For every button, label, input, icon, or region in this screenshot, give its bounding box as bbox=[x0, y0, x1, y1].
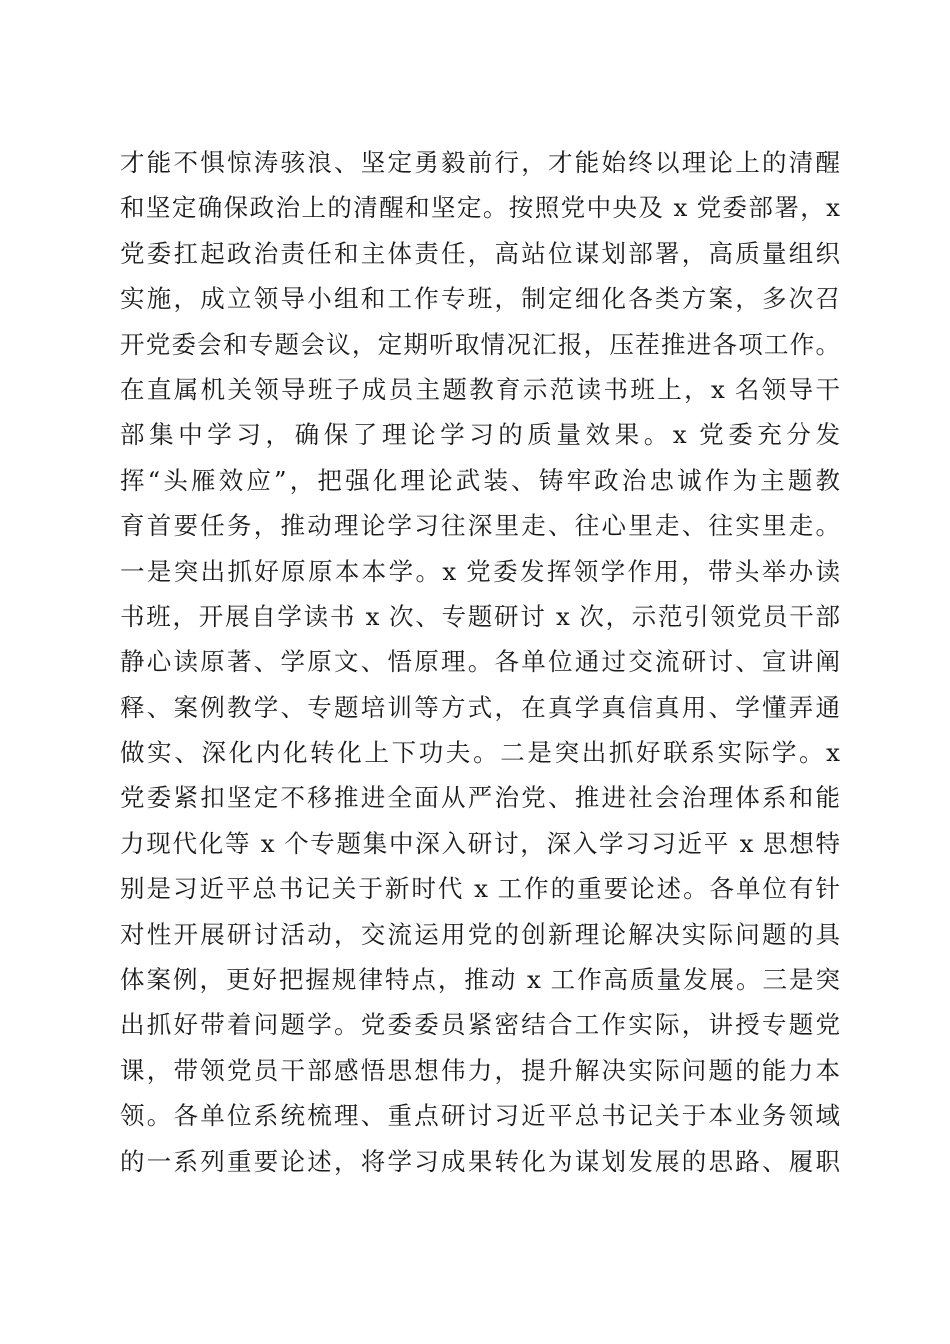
text-line: 才能不惧惊涛骇浪、坚定勇毅前行，才能始终以理论上的清醒 bbox=[120, 148, 840, 177]
text-line: 党委扛起政治责任和主体责任，高站位谋划部署，高质量组织 bbox=[120, 238, 840, 268]
text-line: 领。各单位系统梳理、重点研讨习近平总书记关于本业务领域 bbox=[120, 1101, 840, 1131]
text-line: 静心读原著、学原文、悟原理。各单位通过交流研讨、宣讲阐 bbox=[120, 647, 840, 677]
text-line: 体案例，更好把握规律特点，推动 x 工作高质量发展。三是突 bbox=[120, 965, 840, 995]
text-line: 党委紧扣坚定不移推进全面从严治党、推进社会治理体系和能 bbox=[120, 783, 840, 813]
text-line: 实施，成立领导小组和工作专班，制定细化各类方案，多次召 bbox=[120, 284, 840, 314]
text-line: 释、案例教学、专题培训等方式，在真学真信真用、学懂弄通 bbox=[120, 692, 840, 722]
text-line: 别是习近平总书记关于新时代 x 工作的重要论述。各单位有针 bbox=[120, 874, 840, 904]
text-line: 力现代化等 x 个专题集中深入研讨，深入学习习近平 x 思想特 bbox=[120, 828, 840, 858]
text-line: 和坚定确保政治上的清醒和坚定。按照党中央及 x 党委部署，x bbox=[120, 193, 840, 223]
text-line: 挥“头雁效应”，把强化理论武装、铸牢政治忠诚作为主题教 bbox=[120, 465, 840, 495]
text-line: 做实、深化内化转化上下功夫。二是突出抓好联系实际学。x bbox=[120, 738, 840, 768]
body-paragraph bbox=[120, 140, 840, 1184]
text-line: 部集中学习，确保了理论学习的质量效果。x 党委充分发 bbox=[120, 420, 840, 450]
text-line: 一是突出抓好原原本本学。x 党委发挥领学作用，带头举办读 bbox=[120, 556, 840, 586]
text-line: 出抓好带着问题学。党委委员紧密结合工作实际，讲授专题党 bbox=[120, 1010, 840, 1040]
text-line: 在直属机关领导班子成员主题教育示范读书班上，x 名领导干 bbox=[120, 374, 840, 404]
text-line: 开党委会和专题会议，定期听取情况汇报，压茬推进各项工作。 bbox=[120, 329, 840, 359]
text-line: 对性开展研讨活动，交流运用党的创新理论解决实际问题的具 bbox=[120, 919, 840, 949]
text-line: 课，带领党员干部感悟思想伟力，提升解决实际问题的能力本 bbox=[120, 1055, 840, 1085]
text-line: 的一系列重要论述，将学习成果转化为谋划发展的思路、履职 bbox=[120, 1146, 840, 1176]
text-line: 育首要任务，推动理论学习往深里走、往心里走、往实里走。 bbox=[120, 511, 840, 541]
text-line: 书班，开展自学读书 x 次、专题研讨 x 次，示范引领党员干部 bbox=[120, 601, 840, 631]
